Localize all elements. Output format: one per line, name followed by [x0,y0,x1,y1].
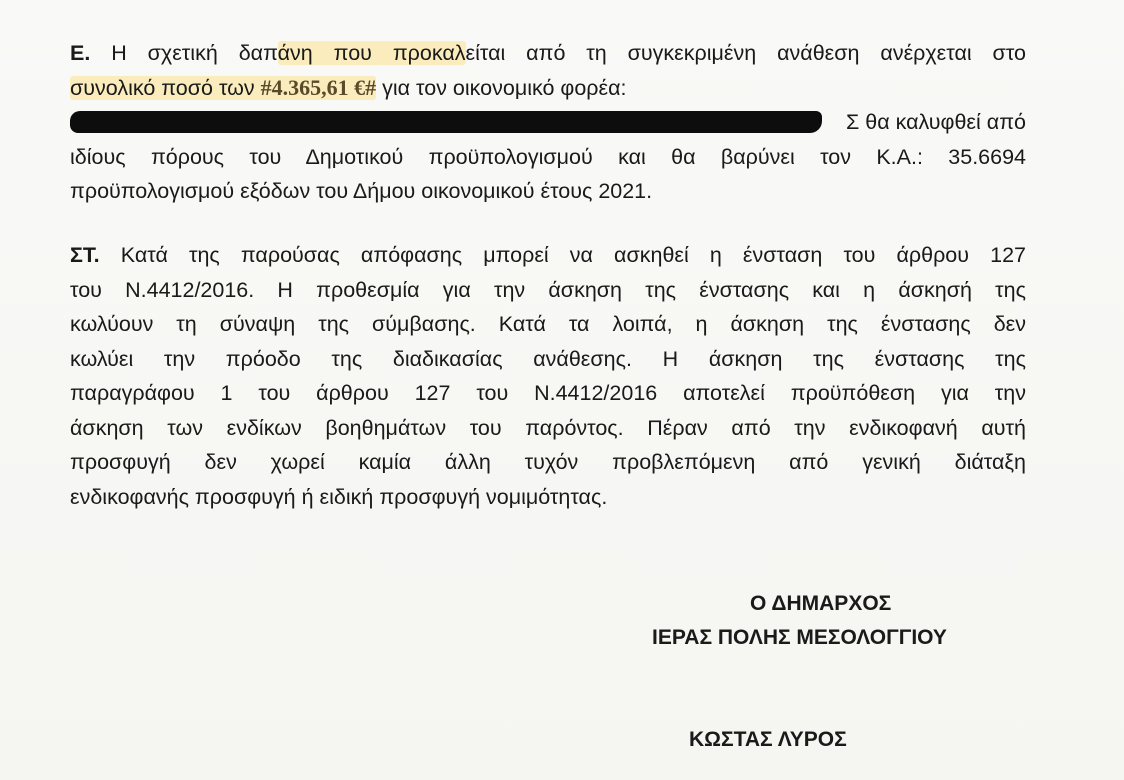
section-st-line: προσφυγή δεν χωρεί καμία άλλη τυχόν προβλεπόμενη από γενική διάταξη [70,450,1026,474]
redaction-bar [70,111,822,133]
section-e-line-1 [70,36,1026,71]
section-e-line-3 [70,105,1026,140]
section-e-text: συνολικό ποσό των [70,75,261,100]
signature-name: ΚΩΣΤΑΣ ΛΥΡΟΣ [689,728,847,751]
highlight: άνη που προκαλ [277,41,466,65]
section-e-marker: Ε. [70,41,91,65]
section-st-line: ενδικοφανής προσφυγή ή ειδική προσφυγή νομιμότητας. [70,484,608,509]
section-e-paragraph [70,36,1026,209]
section-st-line: του Ν.4412/2016. Η προθεσμία για την άσκηση της ένστασης και η άσκησή της [70,277,1026,302]
signature-municipality: ΙΕΡΑΣ ΠΟΛΗΣ ΜΕΣΟΛΟΓΓΙΟΥ [652,626,947,649]
section-e-text: για τον οικονομικό φορέα: [376,75,627,100]
section-st-text: Κατά της παρούσας απόφασης μπορεί να ασκηθεί η ένσταση του άρθρου 127 [99,243,1026,267]
amount: #4.365,61 €# [260,74,377,100]
section-st-line: άσκηση των ενδίκων βοηθημάτων του παρόντος. Πέραν από την ενδικοφανή αυτή [70,415,1026,440]
section-e-line-5: προϋπολογισμού εξόδων του Δήμου οικονομικού έτους 2021. [70,179,653,203]
section-e-text: είται από τη συγκεκριμένη ανάθεση ανέρχεται στο [465,41,1026,65]
section-e-text: Σ θα καλυφθεί από [846,110,1026,134]
section-st-paragraph [70,238,1026,514]
section-e-line-2 [70,71,1026,106]
section-st-line: κωλύει την πρόοδο της διαδικασίας ανάθεσης. Η άσκηση της ένστασης της [70,346,1026,371]
section-st-marker: ΣΤ. [70,243,100,267]
section-st-line: παραγράφου 1 του άρθρου 127 του Ν.4412/2016 αποτελεί προϋπόθεση για την [70,381,1026,405]
section-st-line: κωλύουν τη σύναψη της σύμβασης. Κατά τα λοιπά, η άσκηση της ένστασης δεν [70,312,1026,336]
section-st-line [70,238,1026,273]
section-e-line-4: ιδίους πόρους του Δημοτικού προϋπολογισμού και θα βαρύνει τον Κ.Α.: 35.6694 [70,144,1026,169]
signature-title: Ο ΔΗΜΑΡΧΟΣ [750,592,892,615]
section-e-text: Η σχετική δαπ [111,41,278,65]
highlight [70,76,376,100]
